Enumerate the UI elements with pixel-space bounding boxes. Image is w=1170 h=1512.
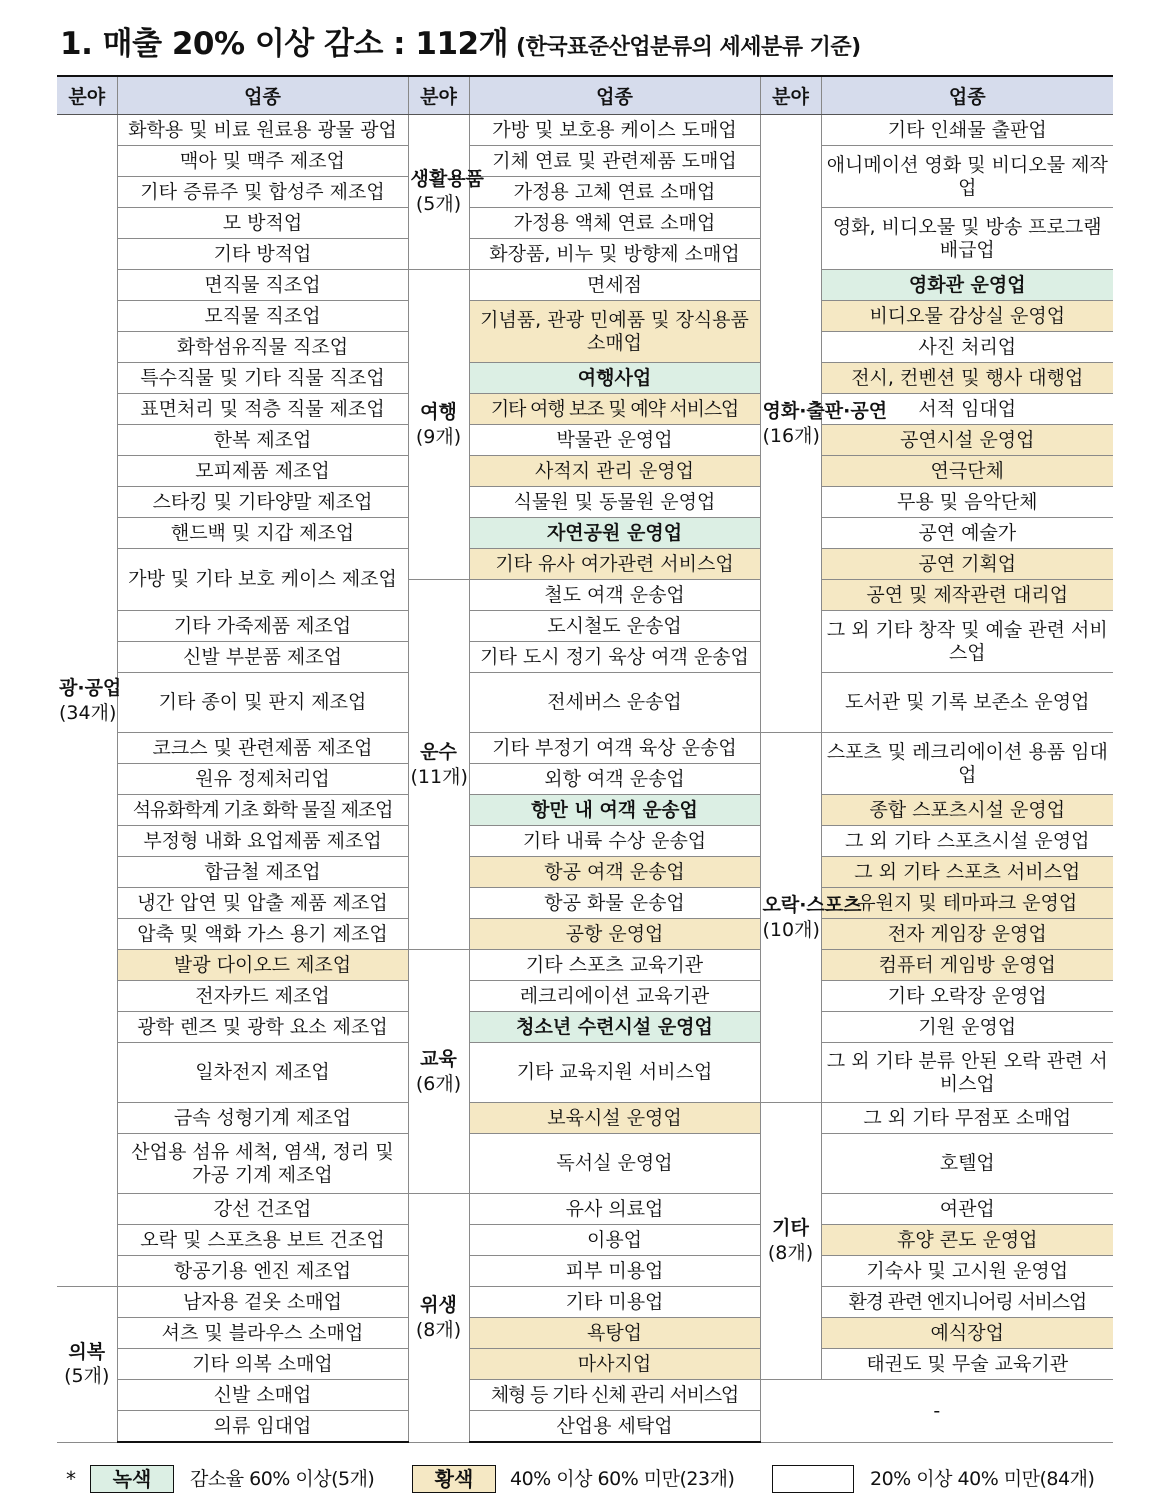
category-leisure [760,733,862,1103]
table-row [57,1380,1113,1411]
category-living [408,115,484,270]
page-title [60,18,861,64]
industry-cell: 일차전지 제조업 [117,1043,408,1103]
industry-cell: 환경 관련 엔지니어링 서비스업 [821,1287,1113,1318]
table-row [57,795,1113,826]
industry-cell: 한복 제조업 [117,425,408,456]
table-row [57,1103,1113,1134]
industry-cell: 기타 스포츠 교육기관 [469,950,760,981]
industry-cell: 애니메이션 영화 및 비디오물 제작업 [821,146,1113,208]
industry-cell: 그 외 기타 분류 안된 오락 관련 서비스업 [821,1043,1113,1103]
table-row [57,1349,1113,1380]
category-mining [57,115,122,1287]
industry-cell-yellow: 연극단체 [821,456,1113,487]
industry-cell: 신발 소매업 [117,1380,408,1411]
legend-green-swatch: 녹색 [90,1465,174,1493]
industry-cell: 서적 임대업 [821,394,1113,425]
industry-cell: 도서관 및 기록 보존소 운영업 [821,673,1113,733]
header-industry: 업종 [821,76,1113,115]
industry-cell: 오락 및 스포츠용 보트 건조업 [117,1225,408,1256]
table-row [57,1043,1113,1103]
category-count: (11개) [410,765,468,788]
table-row [57,888,1113,919]
table-row [57,487,1113,518]
industry-cell: 석유화학계 기초 화학 물질 제조업 [117,795,408,826]
industry-cell-yellow: 비디오물 감상실 운영업 [821,301,1113,332]
industry-cell-yellow: 예식장업 [821,1318,1113,1349]
industry-cell: 가정용 고체 연료 소매업 [469,177,760,208]
title-subtitle: (한국표준산업분류의 세세분류 기준) [516,35,861,60]
category-travel [408,270,469,580]
table-row [57,981,1113,1012]
industry-cell-yellow: 발광 다이오드 제조업 [117,950,408,981]
industry-cell: 냉간 압연 및 압출 제품 제조업 [117,888,408,919]
industry-cell-yellow: 욕탕업 [469,1318,760,1349]
header-industry: 업종 [117,76,408,115]
table-row [57,1225,1113,1256]
industry-cell: 태권도 및 무술 교육기관 [821,1349,1113,1380]
category-other [760,1103,821,1380]
industry-cell: 체형 등 기타 신체 관리 서비스업 [469,1380,760,1411]
industry-cell: 의류 임대업 [117,1411,408,1443]
industry-cell: 압축 및 액화 가스 용기 제조업 [117,919,408,950]
industry-cell: 그 외 기타 창작 및 예술 관련 서비스업 [821,611,1113,673]
industry-cell: 항공기용 엔진 제조업 [117,1256,408,1287]
category-name: 영화·출판·공연 [762,399,888,422]
industry-cell: 가정용 액체 연료 소매업 [469,208,760,239]
industry-cell: 박물관 운영업 [469,425,760,456]
industry-cell: 화학섬유직물 직조업 [117,332,408,363]
title-text: 1. 매출 20% 이상 감소 : 112개 [60,26,509,62]
category-hygiene [408,1194,469,1443]
industry-cell: 가방 및 기타 보호 케이스 제조업 [117,549,408,611]
industry-cell: 기타 증류주 및 합성주 제조업 [117,177,408,208]
industry-cell-green: 영화관 운영업 [821,270,1113,301]
industry-cell: 기타 내륙 수상 운송업 [469,826,760,857]
industry-cell: 그 외 기타 스포츠시설 운영업 [821,826,1113,857]
industry-cell-yellow: 기타 유사 여가관련 서비스업 [469,549,760,580]
industry-cell: 모피제품 제조업 [117,456,408,487]
category-count: (34개) [59,701,117,724]
industry-cell: 기타 도시 정기 육상 여객 운송업 [469,642,760,673]
table-row [57,1256,1113,1287]
category-count: (5개) [415,193,462,215]
industry-table [57,75,1113,1443]
industry-cell: 사진 처리업 [821,332,1113,363]
industry-cell: 코크스 및 관련제품 제조업 [117,733,408,764]
industry-cell-green: 청소년 수련시설 운영업 [469,1012,760,1043]
industry-cell: 광학 렌즈 및 광학 요소 제조업 [117,1012,408,1043]
industry-cell-yellow: 기타 여행 보조 및 예약 서비스업 [469,394,760,425]
industry-cell: 기타 방적업 [117,239,408,270]
industry-cell: 식물원 및 동물원 운영업 [469,487,760,518]
table-row [57,950,1113,981]
legend-white-swatch [772,1465,854,1493]
table-row [57,394,1113,425]
industry-cell: 산업용 섬유 세척, 염색, 정리 및 가공 기계 제조업 [117,1134,408,1194]
category-count: (8개) [415,1318,462,1341]
category-name: 여행 [420,400,457,423]
table-row [57,611,1113,642]
table-row [57,1287,1113,1318]
table-row [57,919,1113,950]
table-row [57,1012,1113,1043]
industry-cell-yellow: 컴퓨터 게임방 운영업 [821,950,1113,981]
industry-cell-green: 자연공원 운영업 [469,518,760,549]
industry-cell: 유사 의료업 [469,1194,760,1225]
industry-cell: 호텔업 [821,1134,1113,1194]
industry-cell: 금속 성형기계 제조업 [117,1103,408,1134]
industry-cell: 철도 여객 운송업 [469,580,760,611]
industry-cell: 산업용 세탁업 [469,1411,760,1443]
category-count: (6개) [415,1072,462,1095]
category-clothing [57,1287,117,1443]
table-row [57,1194,1113,1225]
industry-cell: 영화, 비디오물 및 방송 프로그램 배급업 [821,208,1113,270]
table-row [57,857,1113,888]
industry-cell-yellow: 공연 및 제작관련 대리업 [821,580,1113,611]
industry-cell: 전자카드 제조업 [117,981,408,1012]
empty-cell: - [760,1380,1113,1443]
industry-cell: 신발 부분품 제조업 [117,642,408,673]
table-row [57,425,1113,456]
table-row [57,301,1113,332]
industry-cell: 표면처리 및 적층 직물 제조업 [117,394,408,425]
category-culture [760,115,888,733]
industry-cell: 피부 미용업 [469,1256,760,1287]
category-name: 오락·스포츠 [762,893,862,916]
industry-cell-yellow: 유원지 및 테마파크 운영업 [821,888,1113,919]
industry-cell-green: 여행사업 [469,363,760,394]
industry-cell-yellow: 그 외 기타 스포츠 서비스업 [821,857,1113,888]
industry-cell-yellow: 종합 스포츠시설 운영업 [821,795,1113,826]
header-field: 분야 [57,76,117,115]
industry-cell-yellow: 마사지업 [469,1349,760,1380]
legend-green-desc: 감소율 60% 이상(5개) [190,1468,375,1490]
industry-cell: 합금철 제조업 [117,857,408,888]
industry-cell: 기타 가죽제품 제조업 [117,611,408,642]
industry-cell-yellow: 공연 기획업 [821,549,1113,580]
table-header-row [57,76,1113,115]
industry-cell: 기타 교육지원 서비스업 [469,1043,760,1103]
table-row [57,733,1113,764]
industry-cell: 기타 종이 및 판지 제조업 [117,673,408,733]
category-name: 광·공업 [59,676,122,699]
industry-cell: 화장품, 비누 및 방향제 소매업 [469,239,760,270]
table-row [57,549,1113,580]
table-row [57,208,1113,239]
industry-cell: 기숙사 및 고시원 운영업 [821,1256,1113,1287]
industry-cell: 공연 예술가 [821,518,1113,549]
table-row [57,673,1113,733]
industry-cell: 스타킹 및 기타양말 제조업 [117,487,408,518]
category-name: 기타 [772,1217,809,1240]
header-field: 분야 [408,76,469,115]
table-row [57,115,1113,146]
category-transport [408,580,469,950]
table-row [57,1318,1113,1349]
category-name: 생활용품 [410,168,484,191]
industry-cell: 기타 부정기 여객 육상 운송업 [469,733,760,764]
table-row [57,146,1113,177]
industry-cell: 강선 건조업 [117,1194,408,1225]
industry-cell: 면세점 [469,270,760,301]
industry-cell: 기타 인쇄물 출판업 [821,115,1113,146]
industry-cell: 남자용 겉옷 소매업 [117,1287,408,1318]
category-name: 의복 [68,1340,106,1363]
industry-cell: 핸드백 및 지갑 제조업 [117,518,408,549]
industry-cell: 특수직물 및 기타 직물 직조업 [117,363,408,394]
industry-cell-yellow: 공연시설 운영업 [821,425,1113,456]
category-name: 운수 [420,740,457,763]
legend-marker: * [66,1467,76,1491]
industry-cell: 그 외 기타 무점포 소매업 [821,1103,1113,1134]
industry-cell: 도시철도 운송업 [469,611,760,642]
legend-yellow-desc: 40% 이상 60% 미만(23개) [510,1468,735,1490]
category-name: 위생 [420,1294,457,1317]
table-row [57,456,1113,487]
industry-cell-yellow: 보육시설 운영업 [469,1103,760,1134]
industry-cell: 기원 운영업 [821,1012,1113,1043]
industry-cell: 모 방적업 [117,208,408,239]
category-education [408,950,469,1194]
industry-cell: 기체 연료 및 관련제품 도매업 [469,146,760,177]
industry-cell: 독서실 운영업 [469,1134,760,1194]
industry-cell-yellow: 휴양 콘도 운영업 [821,1225,1113,1256]
industry-cell: 전세버스 운송업 [469,673,760,733]
industry-cell: 셔츠 및 블라우스 소매업 [117,1318,408,1349]
category-count: (5개) [64,1365,110,1388]
industry-cell-yellow: 사적지 관리 운영업 [469,456,760,487]
industry-cell-yellow: 공항 운영업 [469,919,760,950]
header-field: 분야 [760,76,821,115]
industry-cell-yellow: 항공 여객 운송업 [469,857,760,888]
industry-cell: 이용업 [469,1225,760,1256]
legend-white-desc: 20% 이상 40% 미만(84개) [870,1468,1095,1490]
table-row [57,363,1113,394]
category-count: (8개) [767,1242,814,1264]
table-row [57,270,1113,301]
industry-cell: 기타 미용업 [469,1287,760,1318]
industry-cell: 여관업 [821,1194,1113,1225]
industry-cell: 기타 의복 소매업 [117,1349,408,1380]
industry-cell: 기타 오락장 운영업 [821,981,1113,1012]
table-row [57,518,1113,549]
category-count: (16개) [762,424,820,447]
industry-cell: 맥아 및 맥주 제조업 [117,146,408,177]
industry-cell: 항공 화물 운송업 [469,888,760,919]
industry-cell: 원유 정제처리업 [117,764,408,795]
industry-cell: 스포츠 및 레크리에이션 용품 임대업 [821,733,1113,795]
industry-cell: 면직물 직조업 [117,270,408,301]
category-count: (9개) [415,425,462,448]
industry-cell: 화학용 및 비료 원료용 광물 광업 [117,115,408,146]
industry-cell: 모직물 직조업 [117,301,408,332]
table-row [57,1134,1113,1194]
industry-cell-yellow: 전자 게임장 운영업 [821,919,1113,950]
industry-cell-green: 항만 내 여객 운송업 [469,795,760,826]
industry-cell: 외항 여객 운송업 [469,764,760,795]
industry-cell: 부정형 내화 요업제품 제조업 [117,826,408,857]
industry-cell: 무용 및 음악단체 [821,487,1113,518]
category-name: 교육 [420,1047,457,1070]
category-count: (10개) [762,918,820,941]
legend [60,1465,1120,1501]
legend-yellow-swatch: 황색 [412,1465,496,1493]
header-industry: 업종 [469,76,760,115]
table-row [57,826,1113,857]
industry-cell-yellow: 전시, 컨벤션 및 행사 대행업 [821,363,1113,394]
industry-cell-yellow: 기념품, 관광 민예품 및 장식용품 소매업 [469,301,760,363]
industry-cell: 레크리에이션 교육기관 [469,981,760,1012]
industry-cell: 가방 및 보호용 케이스 도매업 [469,115,760,146]
